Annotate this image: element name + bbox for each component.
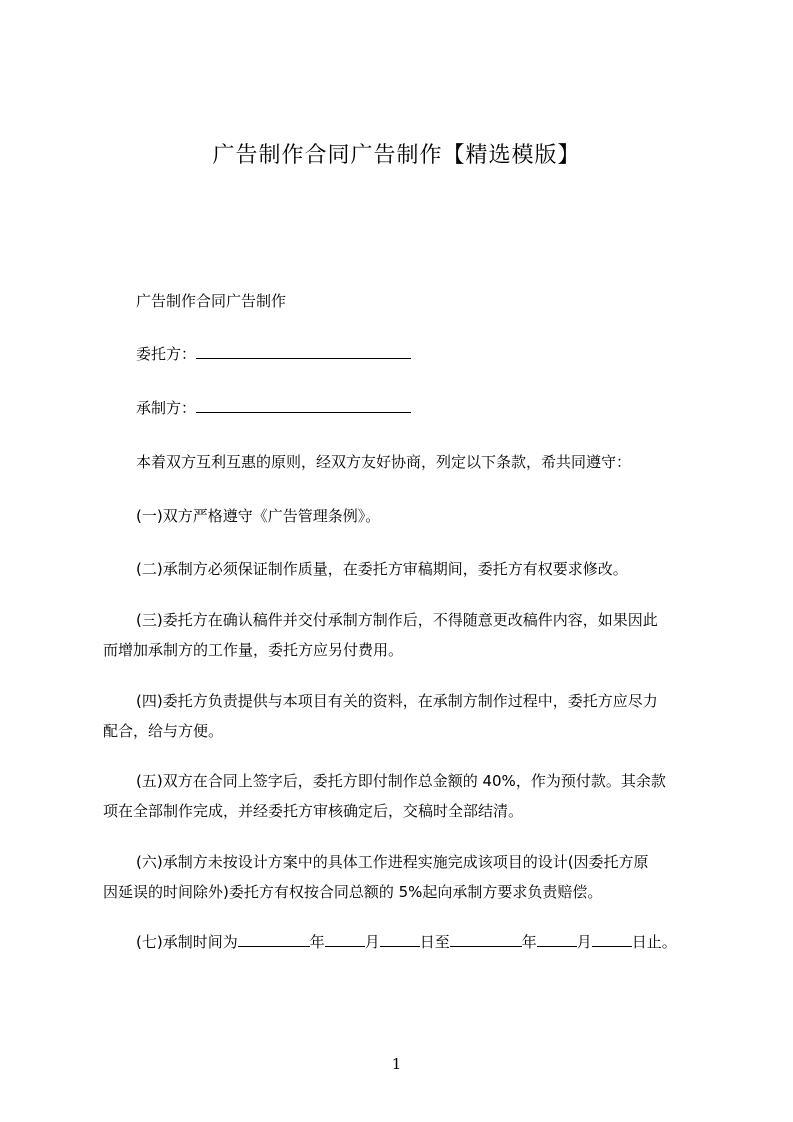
end-year-label: 年 xyxy=(521,933,537,951)
party-b-label: 承制方： xyxy=(136,399,197,417)
clause-5 xyxy=(103,766,703,826)
start-year-blank xyxy=(238,928,310,947)
start-year-label: 年 xyxy=(309,933,325,951)
end-month-label: 月 xyxy=(576,933,592,951)
clause-4 xyxy=(103,686,703,746)
clause-7 xyxy=(136,928,706,956)
clause-5-line-1: (五)双方在合同上签字后，委托方即付制作总金额的 40%，作为预付款。其余款 xyxy=(136,772,666,790)
party-a-label: 委托方： xyxy=(136,345,197,363)
start-month-blank xyxy=(325,928,365,947)
start-day-label: 日至 xyxy=(419,933,450,951)
intro-paragraph: 本着双方互利互惠的原则，经双方友好协商，列定以下条款，希共同遵守： xyxy=(136,453,632,471)
end-day-blank xyxy=(592,928,632,947)
clause-3 xyxy=(103,605,703,665)
start-month-label: 月 xyxy=(364,933,380,951)
page-number: 1 xyxy=(391,1055,402,1073)
clause-6-line-1: (六)承制方未按设计方案中的具体工作进程实施完成该项目的设计(因委托方原 xyxy=(136,853,649,871)
document-subtitle: 广告制作合同广告制作 xyxy=(136,292,287,310)
end-month-blank xyxy=(537,928,577,947)
end-day-label: 日止。 xyxy=(631,933,677,951)
clause-4-line-1: (四)委托方负责提供与本项目有关的资料，在承制方制作过程中，委托方应尽力 xyxy=(136,692,658,710)
clause-4-line-2: 配合，给与方便。 xyxy=(103,722,224,740)
clause-3-line-2: 而增加承制方的工作量，委托方应另付费用。 xyxy=(103,641,404,659)
clause-1: (一)双方严格遵守《广告管理条例》。 xyxy=(136,507,381,525)
clause-3-line-1: (三)委托方在确认稿件并交付承制方制作后，不得随意更改稿件内容，如果因此 xyxy=(136,611,658,629)
end-year-blank xyxy=(450,928,522,947)
start-day-blank xyxy=(380,928,420,947)
clause-5-line-2: 项在全部制作完成，并经委托方审核确定后，交稿时全部结清。 xyxy=(103,802,524,820)
document-title: 广告制作合同广告制作【精选模版】 xyxy=(212,143,581,168)
clause-2: (二)承制方必须保证制作质量，在委托方审稿期间，委托方有权要求修改。 xyxy=(136,560,628,578)
party-b-blank xyxy=(196,394,411,413)
clause-7-prefix: (七)承制时间为 xyxy=(136,933,238,951)
clause-6-line-2: 因延误的时间除外)委托方有权按合同总额的 5%起向承制方要求负责赔偿。 xyxy=(103,883,603,901)
clause-6 xyxy=(103,847,703,907)
party-a-line xyxy=(136,340,706,368)
party-a-blank xyxy=(196,340,411,359)
party-b-line xyxy=(136,394,706,422)
